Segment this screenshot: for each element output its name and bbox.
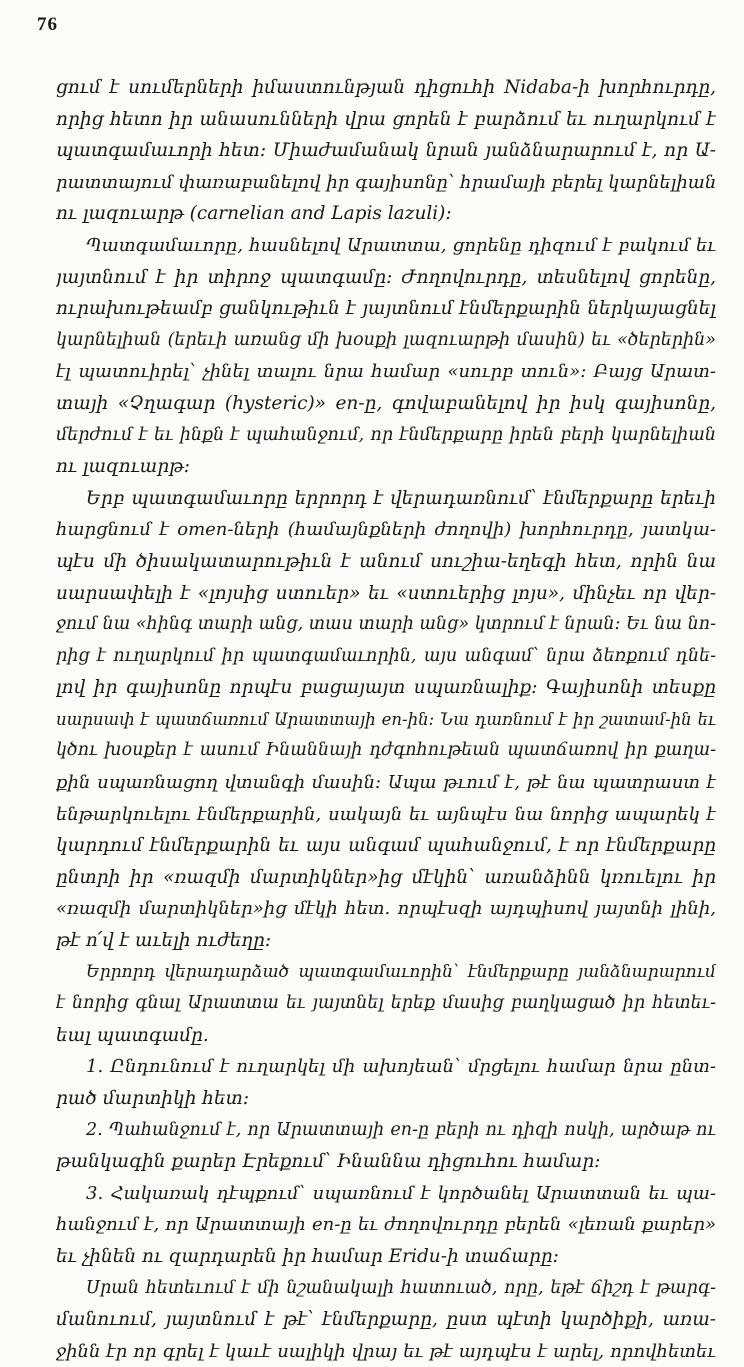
text-line: կծու խօսքեր է ասում Ինաննայի դժգոհութեան պատճառով իր քաղա- — [56, 740, 716, 761]
text-line: կարդում էնմերքարին եւ այս անգամ պահանջում, է որ էնմերքարը — [56, 835, 716, 857]
text-line: Երրորդ վերադարձած պատգամաւորին՝ էնմերքարը յանձնարարում — [86, 961, 716, 982]
text-line: էլ պատուիրել՝ չինել տալու նրա համար «սուրբ տուն»: Բայց Արատ- — [56, 361, 716, 383]
text-line: սարսափելի է «լոյսից ստուեր» եւ «ստուերից լոյս», մինչեւ որ վեր- — [56, 582, 716, 604]
text-line: Սրան հետեւում է մի նշանակալի հատուած, որը, եթէ ճիշդ է թարգ- — [86, 1277, 716, 1298]
text-line: րից է ուղարկում իր պատգամաւորին, այս անգամ՝ նրա ձեռքում դնե- — [56, 645, 716, 666]
text-line: 3. Հակառակ դէպքում՝ սպառնում է կործանել Արատտան եւ պա- — [86, 1182, 716, 1204]
text-line: յայտնում է իր տիրոջ պատգամը: Ժողովուրդը, տեսնելով ցորենը, — [56, 266, 716, 288]
text-line: քին սպառնացող վտանգի մասին: Ապա թւում է, թէ նա պատրաստ է — [56, 772, 716, 794]
text-line: եալ պատգամը. — [56, 1024, 209, 1046]
text-line: տայի «Չղագար (hysteric)» en-ը, գովաբանելով իր իսկ գայիսոնը, — [56, 392, 716, 414]
text-line: րատտայում փառաբանելով իր գայիսոնը՝ հրամայի բերել կարնելիան — [56, 171, 716, 193]
body-text — [56, 72, 716, 1367]
text-line: սարսափ է պատճառում Արատտայի en-ին: Նա դառնում է իր շատամ-ին եւ — [56, 709, 716, 729]
text-line: պէս մի ծիսակատարութիւն է անում սուշիա-եղեգի հետ, որին նա — [56, 550, 716, 572]
text-line: թէ ո՛վ է աւելի ուժեղը: — [56, 930, 272, 952]
text-line: որից հետո իր անասունների վրա ցորեն է բարձում եւ ուղարկում է — [56, 108, 716, 130]
text-line: րած մարտիկի հետ: — [56, 1088, 250, 1109]
text-line: պատգամաւորի հետ: Միաժամանակ նրան յանձնարարում է, որ Ա- — [56, 140, 716, 162]
text-line: ուրախութեամբ ցանկութիւն է յայտնում էնմերքարին ներկայացնել — [56, 298, 716, 320]
text-line: թանկագին քարեր Էրեքում՝ Ինաննա դիցուհու համար: — [56, 1151, 601, 1173]
text-line: հանջում է, որ Արատտայի en-ը եւ ժողովուրդը բերեն «լեռան քարեր» — [56, 1214, 716, 1236]
text-line: ու լազուարթ (carnelian and Lapis lazuli): — [56, 203, 452, 225]
text-line: 1. Ընդունում է ուղարկել մի ախոյեան՝ մրցելու համար նրա ընտ- — [86, 1056, 716, 1078]
text-line: Երբ պատգամաւորը երրորդ է վերադառնում՝ էնմերքարը երեւի — [86, 487, 716, 509]
text-line: է նորից գնալ Արատտա եւ յայտնել երեք մասից բաղկացած իր հետեւ- — [56, 993, 716, 1014]
text-line: ջինն էր որ գրել է կաւէ սալիկի վրայ եւ թէ այդպէս է արել, որովհետեւ — [56, 1340, 716, 1362]
text-line: ցում է սումերների իմաստունթյան դիցուհի Nidaba-ի խորհուրդը, — [56, 77, 716, 98]
text-line: եւ չինեն ու զարդարեն իր համար Eridu-ի տաճարը: — [56, 1245, 559, 1267]
text-line: «ռազմի մարտիկներ»ից մէկի հետ. որպէսզի այդպիսով յայտնի լինի, — [56, 898, 716, 920]
text-line: լով իր գայիսոնը որպէս բացայայտ սպառնալիք: Գայիսոնի տեսքը — [56, 677, 716, 699]
text-line: ընտրի իր «ռազմի մարտիկներ»ից մէկին՝ առանձինն կռուելու իր — [56, 866, 716, 888]
text-line: 2. Պահանջում է, որ Արատտայի en-ը բերի ու դիզի ոսկի, արծաթ ու — [86, 1119, 716, 1140]
page-number: 76 — [37, 14, 58, 35]
text-line: մանուում, յայտնում է թէ՝ էնմերքարը, ըստ պէտի կարծիքի, առա- — [56, 1309, 716, 1331]
text-line: Պատգամաւորը, հասնելով Արատտա, ցորենը դիզում է բակում եւ — [86, 234, 716, 256]
text-line: ու լազուարթ: — [56, 456, 191, 478]
text-line: հարցնում է omen-ների (համայնքների ժողովի) խորհուրդը, յատկա- — [56, 519, 716, 541]
text-line: ջում նա «հինգ տարի անց, տաս տարի անց» կտրում է նրան: Եւ նա նո- — [56, 614, 716, 635]
text-line: կարնելիան (երեւի առանց մի խօսքի լազուարթի մասին) եւ «ծերերին» — [56, 329, 716, 350]
text-line: ենթարկուելու էնմերքարին, սակայն եւ այնպէս նա նորից ապարեկ է — [56, 803, 716, 825]
text-line: մերժում է եւ ինքն է պահանջում, որ էնմերքարը իրեն բերի կարնելիան — [56, 424, 716, 445]
